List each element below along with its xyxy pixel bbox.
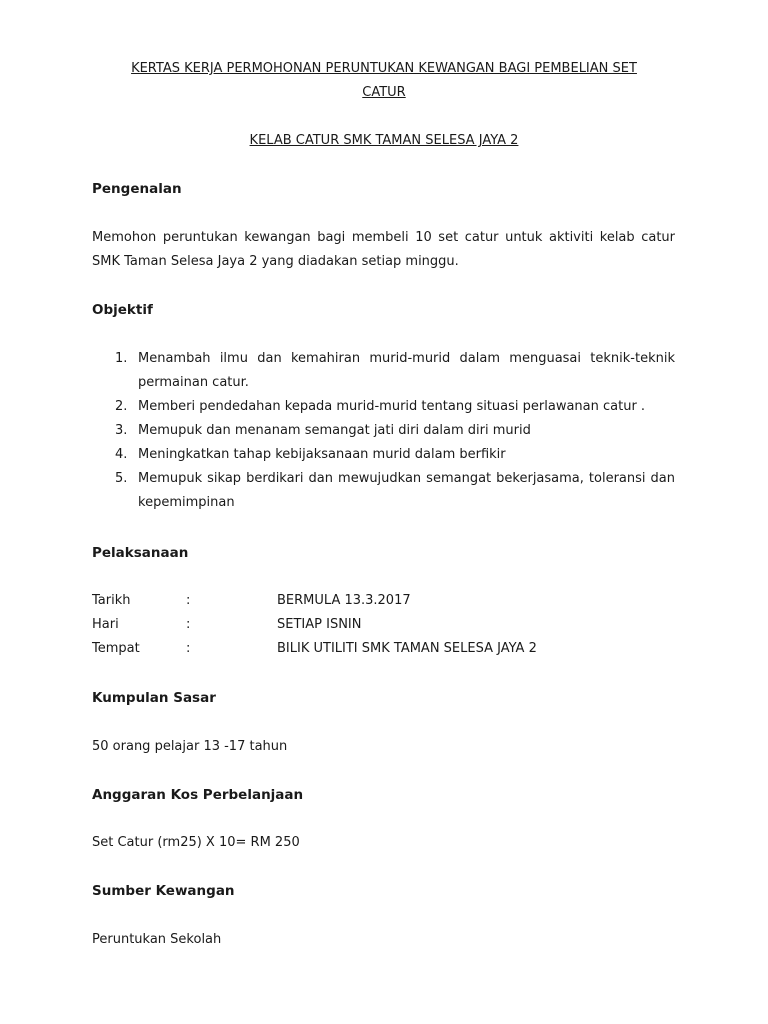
row-colon: : bbox=[186, 641, 191, 656]
list-item-text: Memupuk dan menanam semangat jati diri dalam diri murid bbox=[138, 423, 531, 438]
list-item-number: 5. bbox=[115, 471, 128, 486]
list-item-text: Memupuk sikap berdikari dan mewujudkan semangat bekerjasama, toleransi dan kepemimpinan bbox=[138, 471, 675, 510]
list-item bbox=[92, 467, 675, 515]
row-colon: : bbox=[186, 593, 191, 608]
heading-pelaksanaan: Pelaksanaan bbox=[92, 545, 189, 561]
heading-pengenalan: Pengenalan bbox=[92, 181, 182, 197]
row-label: Hari bbox=[92, 617, 119, 632]
list-item-number: 1. bbox=[115, 351, 128, 366]
list-item-number: 4. bbox=[115, 447, 128, 462]
kumpulan-sasar-text: 50 orang pelajar 13 -17 tahun bbox=[92, 739, 288, 754]
row-value: BILIK UTILITI SMK TAMAN SELESA JAYA 2 bbox=[277, 641, 537, 656]
list-item bbox=[92, 347, 675, 395]
list-item bbox=[92, 443, 675, 467]
list-item-text: Meningkatkan tahap kebijaksanaan murid dalam berfikir bbox=[138, 447, 506, 462]
heading-sumber-kewangan: Sumber Kewangan bbox=[92, 883, 235, 899]
sumber-kewangan-text: Peruntukan Sekolah bbox=[92, 932, 222, 947]
list-item-text: Memberi pendedahan kepada murid-murid tentang situasi perlawanan catur . bbox=[138, 399, 646, 414]
heading-anggaran-kos: Anggaran Kos Perbelanjaan bbox=[92, 787, 304, 803]
row-colon: : bbox=[186, 617, 191, 632]
pengenalan-text: Memohon peruntukan kewangan bagi membeli 10 set catur untuk aktiviti kelab catur SMK Taman Selesa Jaya 2 yang diadakan setiap minggu. bbox=[92, 230, 675, 269]
heading-kumpulan-sasar: Kumpulan Sasar bbox=[92, 690, 216, 706]
club-title: KELAB CATUR SMK TAMAN SELESA JAYA 2 bbox=[249, 133, 519, 148]
row-label: Tarikh bbox=[92, 593, 131, 608]
list-item-text: Menambah ilmu dan kemahiran murid-murid dalam menguasai teknik-teknik permainan catur. bbox=[138, 351, 675, 390]
row-label: Tempat bbox=[92, 641, 140, 656]
heading-objektif: Objektif bbox=[92, 302, 153, 318]
anggaran-kos-text: Set Catur (rm25) X 10= RM 250 bbox=[92, 835, 300, 850]
list-item-number: 3. bbox=[115, 423, 128, 438]
list-item-number: 2. bbox=[115, 399, 128, 414]
document-title-line1: KERTAS KERJA PERMOHONAN PERUNTUKAN KEWANGAN BAGI PEMBELIAN SET bbox=[131, 61, 637, 76]
row-value: SETIAP ISNIN bbox=[277, 617, 362, 632]
list-item bbox=[92, 395, 675, 419]
list-item bbox=[92, 419, 675, 443]
objektif-list bbox=[92, 347, 675, 515]
row-value: BERMULA 13.3.2017 bbox=[277, 593, 411, 608]
document-title-line2: CATUR bbox=[362, 85, 406, 100]
